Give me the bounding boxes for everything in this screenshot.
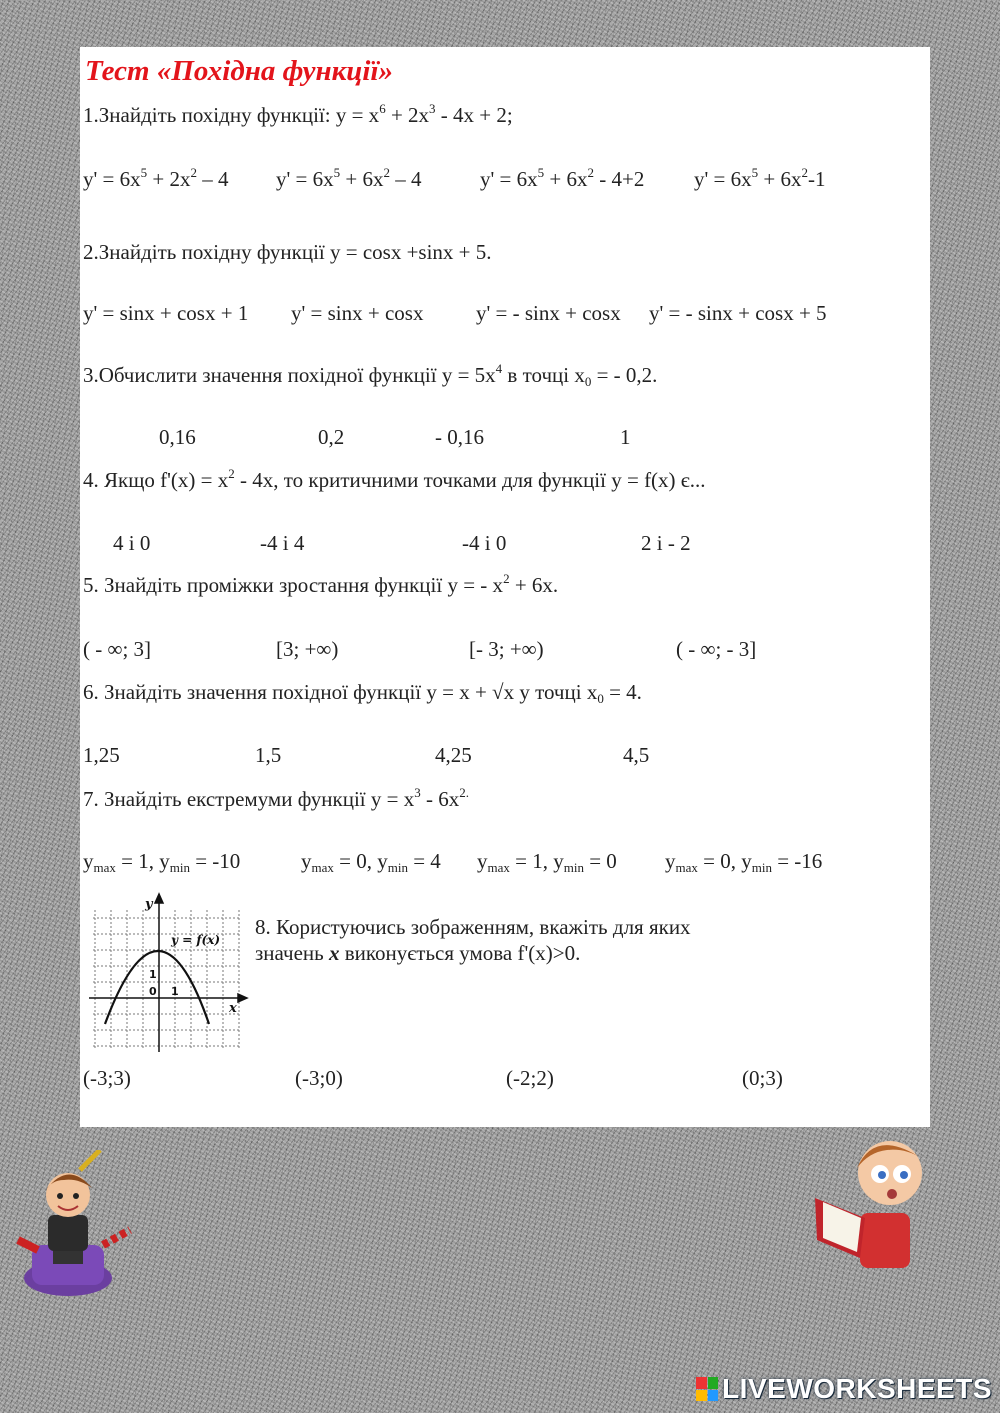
y-tick-one: 1 (149, 968, 157, 981)
q8-option-1[interactable]: (-3;3) (83, 1066, 131, 1090)
q5-option-3[interactable]: [- 3; +∞) (469, 637, 544, 661)
origin-label: 0 (149, 985, 157, 998)
question-7: 7. Знайдіть екстремуми функції $y = x^3 - 6x^{2.}$ (83, 785, 469, 811)
cartoon-boy-reading (805, 1128, 935, 1278)
x-axis-label: x (229, 1001, 237, 1016)
q2-option-2[interactable]: y' = sinx + cosx (291, 301, 424, 325)
q5-option-4[interactable]: ( - ∞; - 3] (676, 637, 757, 661)
q1-option-2[interactable]: $y' = 6x^5 + 6x^2 - 4$ (276, 165, 422, 191)
q3-option-1[interactable]: 0,16 (159, 425, 196, 449)
q4-option-4[interactable]: 2 і - 2 (641, 531, 691, 555)
q6-option-3[interactable]: 4,25 (435, 743, 472, 767)
q3-option-4[interactable]: 1 (620, 425, 631, 449)
q6-option-4[interactable]: 4,5 (623, 743, 650, 767)
logo-text: LIVEWORKSHEETS (722, 1373, 992, 1404)
q7-option-4[interactable]: $y_{max} = 0$, $y_{min} = -16$ (665, 849, 823, 875)
worksheet (80, 47, 930, 1127)
q7-option-3[interactable]: $y_{max} = 1$, $y_{min} = 0$ (477, 849, 617, 875)
question-6: 6. Знайдіть значення похідної функції y = x + √x у точці $x_0 = 4$. (83, 680, 642, 706)
q4-option-1[interactable]: 4 і 0 (113, 531, 151, 555)
q6-option-2[interactable]: 1,5 (255, 743, 282, 767)
logo-mark-icon (696, 1377, 718, 1401)
liveworksheets-logo[interactable] (696, 1373, 992, 1405)
q8-option-3[interactable]: (-2;2) (506, 1066, 554, 1090)
function-label: y = f(x) (171, 933, 221, 947)
q6-option-1[interactable]: 1,25 (83, 743, 120, 767)
q8-option-2[interactable]: (-3;0) (295, 1066, 343, 1090)
q3-option-2[interactable]: 0,2 (318, 425, 345, 449)
q8-option-4[interactable]: (0;3) (742, 1066, 783, 1090)
q7-option-1[interactable]: $y_{max} = 1$, $y_{min} = -10$ (83, 849, 241, 875)
q1-option-4[interactable]: $y' = 6x^5 + 6x^2-1$ (694, 165, 826, 191)
q2-option-4[interactable]: y' = - sinx + cosx + 5 (649, 301, 827, 325)
question-8-line-1: 8. Користуючись зображенням, вкажіть для яких (255, 915, 691, 939)
q4-option-2[interactable]: -4 і 4 (260, 531, 305, 555)
q3-option-3[interactable]: - 0,16 (435, 425, 484, 449)
y-axis-label: y (145, 897, 153, 912)
q5-option-2[interactable]: [3; +∞) (276, 637, 339, 661)
q2-option-1[interactable]: y' = sinx + cosx + 1 (83, 301, 249, 325)
x-tick-one: 1 (171, 985, 179, 998)
q5-option-1[interactable]: ( - ∞; 3] (83, 637, 152, 661)
q2-option-3[interactable]: y' = - sinx + cosx (476, 301, 621, 325)
function-graph (83, 888, 251, 1064)
question-1: 1.Знайдіть похідну функції: $y = x^6 + 2x^3 - 4x + 2$; (83, 101, 513, 127)
q1-option-1[interactable]: $y' = 6x^5 + 2x^2 - 4$ (83, 165, 229, 191)
question-5: 5. Знайдіть проміжки зростання функції y = - $x^2 + 6x$. (83, 571, 559, 597)
question-3: 3.Обчислити значення похідної функції $y = 5x^4$ в точці $x_0$ = - 0,2. (83, 361, 658, 389)
question-4: 4. Якщо $f'(x) = x^2 - 4x$, то критичними точками для функції y = f(x) є... (83, 466, 706, 492)
q4-option-3[interactable]: -4 і 0 (462, 531, 507, 555)
q1-option-3[interactable]: $y' = 6x^5 + 6x^2 - 4+2$ (480, 165, 645, 191)
graph-svg (83, 888, 251, 1064)
cartoon-boy-left (8, 1150, 138, 1300)
question-2: 2.Знайдіть похідну функції y = cosx +sinx + 5. (83, 240, 492, 264)
q7-option-2[interactable]: $y_{max} = 0$, $y_{min} = 4$ (301, 849, 441, 875)
page-title: Тест «Похідна функції» (85, 55, 394, 87)
question-8-line-2: значень x виконується умова f'(x)>0. (255, 941, 581, 965)
